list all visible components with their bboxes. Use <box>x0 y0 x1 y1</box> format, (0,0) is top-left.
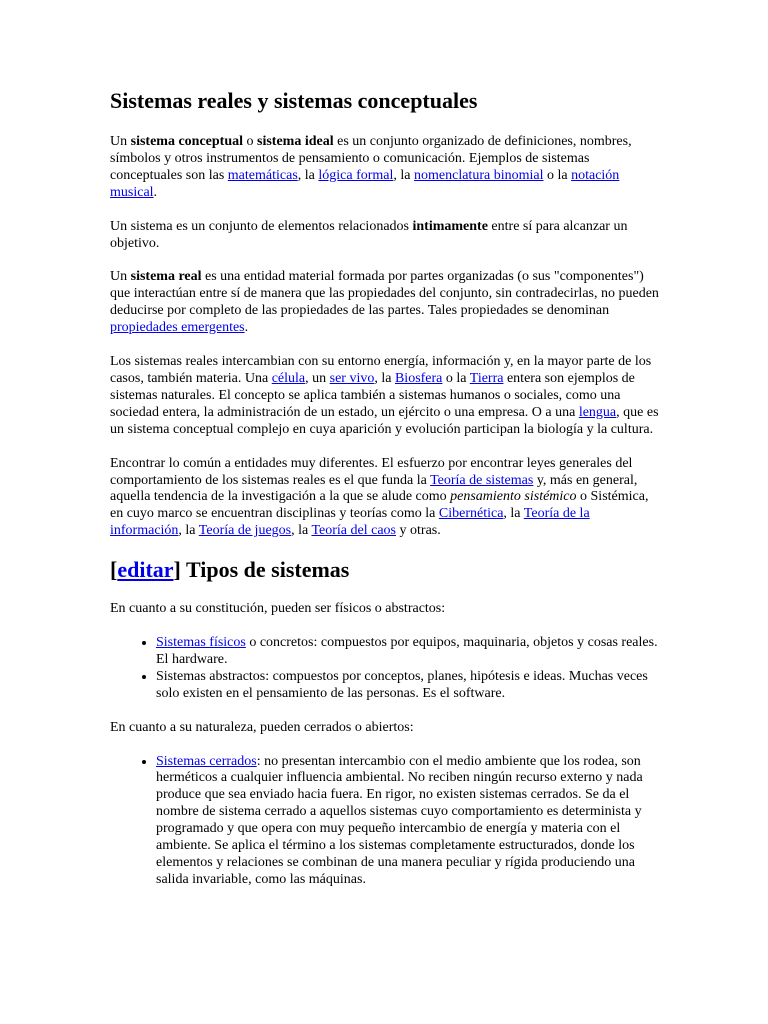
link-teoria-de-la-informacion[interactable]: Teoría de la información <box>110 506 590 539</box>
edit-link[interactable]: editar <box>117 557 174 583</box>
paragraph-teoria-sistemas <box>110 456 662 541</box>
text: Un sistema es un conjunto de elementos relacionados <box>110 218 413 234</box>
paragraph-constitucion: En cuanto a su constitución, pueden ser físicos o abstractos: <box>110 601 446 617</box>
list-item-text: : no presentan intercambio con el medio ambiente que los rodea, son herméticos a cualquier influencia ambiental. No reciben ningún recurso externo y nada produce que sea enviado hacia fuera. En rigor, no existen sistemas cerrados. Se da el nombre de sistema cerrado a aquellos sistemas cuyo comportamiento es determinista y programado y que opera con muy pequeño intercambio de energía y materia con el ambiente. Se aplica el término a los sistemas completamente estructurados, donde los elementos y relaciones se combinan de una manera peculiar y rígida produciendo una salida invariable, como las máquinas. <box>156 753 643 887</box>
text: entre sí para alcanzar un objetivo. <box>110 218 628 251</box>
text: , un <box>305 370 330 386</box>
text: , la <box>178 523 199 539</box>
text: es un conjunto organizado de definiciones, nombres, símbolos y otros instrumentos de pensamiento o comunicación. Ejemplos de sistemas conceptuales son las <box>110 134 632 183</box>
link-sistemas-cerrados[interactable]: Sistemas cerrados <box>156 753 257 769</box>
link-biosfera[interactable]: Biosfera <box>394 370 443 386</box>
section-heading-tipos <box>110 557 662 583</box>
link-logica-formal[interactable]: lógica formal <box>318 167 394 183</box>
text: Un <box>110 269 131 285</box>
list-item <box>156 669 662 703</box>
text: o la <box>543 167 572 183</box>
text: , la <box>393 167 415 183</box>
list-constitucion <box>110 635 662 703</box>
link-lengua[interactable]: lengua <box>578 404 617 420</box>
text: es una entidad material formada por partes organizadas (o sus "componentes") que interactúan entre sí de manera que las propiedades del conjunto, sin contradecirlas, no pueden deducirse por completo de las propiedades de las partes. Tales propiedades se denominan <box>110 269 659 319</box>
link-teoria-de-juegos[interactable]: Teoría de juegos <box>198 523 292 539</box>
text: o la <box>442 370 470 386</box>
link-sistemas-fisicos[interactable]: Sistemas físicos <box>156 635 246 651</box>
text: , la <box>297 167 319 183</box>
bold-term: sistema ideal <box>257 134 334 149</box>
bold-term: sistema conceptual <box>130 134 244 149</box>
link-matematicas[interactable]: matemáticas <box>227 167 298 183</box>
paragraph-sistemas-reales <box>110 354 662 439</box>
link-tierra[interactable]: Tierra <box>469 370 504 386</box>
bracket: ] <box>173 557 181 583</box>
list-naturaleza <box>110 754 662 889</box>
list-item <box>156 635 662 669</box>
link-notacion-musical[interactable]: notación musical <box>110 167 620 200</box>
link-teoria-de-sistemas[interactable]: Teoría de sistemas <box>430 472 534 488</box>
text: . <box>244 320 249 336</box>
text: , la <box>291 523 312 539</box>
list-item-text: Sistemas abstractos: compuestos por conceptos, planes, hipótesis e ideas. Muchas veces solo existen en el pensamiento de las personas. Es el software. <box>156 668 648 701</box>
page-title: Sistemas reales y sistemas conceptuales <box>110 88 478 113</box>
text: , la <box>503 506 524 522</box>
link-celula[interactable]: célula <box>271 370 306 386</box>
text: Un <box>110 134 131 149</box>
text: Encontrar lo común a entidades muy diferentes. El esfuerzo por encontrar leyes generales del comportamiento de los sistemas reales es el que funda la <box>110 455 633 488</box>
list-item <box>156 754 662 889</box>
list-item-text: o concretos: compuestos por equipos, maquinaria, objetos y cosas reales. El hardware. <box>156 635 658 667</box>
text: entera son ejemplos de sistemas naturales. El concepto se aplica también a sistemas humanos o sociales, como una sociedad entera, la administración de un estado, un ejército o una empresa. O a una <box>110 370 635 420</box>
paragraph-sistema-real <box>110 269 662 337</box>
text: , la <box>374 370 395 386</box>
bold-term: intimamente <box>412 218 488 234</box>
italic-term: pensamiento sistémico <box>450 489 577 505</box>
link-teoria-del-caos[interactable]: Teoría del caos <box>311 523 397 539</box>
paragraph-naturaleza: En cuanto a su naturaleza, pueden cerrados o abiertos: <box>110 719 414 735</box>
section-title: Tipos de sistemas <box>180 557 350 583</box>
text: . <box>153 184 158 200</box>
text: , que es un sistema conceptual complejo en cuya aparición y evolución participan la biología y la cultura. <box>110 404 659 437</box>
link-cibernetica[interactable]: Cibernética <box>438 506 504 522</box>
link-ser-vivo[interactable]: ser vivo <box>329 370 375 386</box>
text: y, más en general, aquella tendencia de la investigación a la que se alude como <box>110 472 638 505</box>
text: Los sistemas reales intercambian con su entorno energía, información y, en la mayor parte de los casos, también materia. Una <box>110 354 652 386</box>
bold-term: sistema real <box>130 269 202 285</box>
text: o Sistémica, en cuyo marco se encuentran disciplinas y teorías como la <box>110 489 649 522</box>
link-nomenclatura-binomial[interactable]: nomenclatura binomial <box>414 167 544 183</box>
text: o <box>243 134 258 149</box>
bracket: [ <box>110 557 118 583</box>
article-content <box>110 88 662 906</box>
paragraph-sistema-conceptual <box>110 134 662 202</box>
link-propiedades-emergentes[interactable]: propiedades emergentes <box>110 320 245 336</box>
text: y otras. <box>396 523 441 539</box>
paragraph-definicion-sistema <box>110 219 662 253</box>
